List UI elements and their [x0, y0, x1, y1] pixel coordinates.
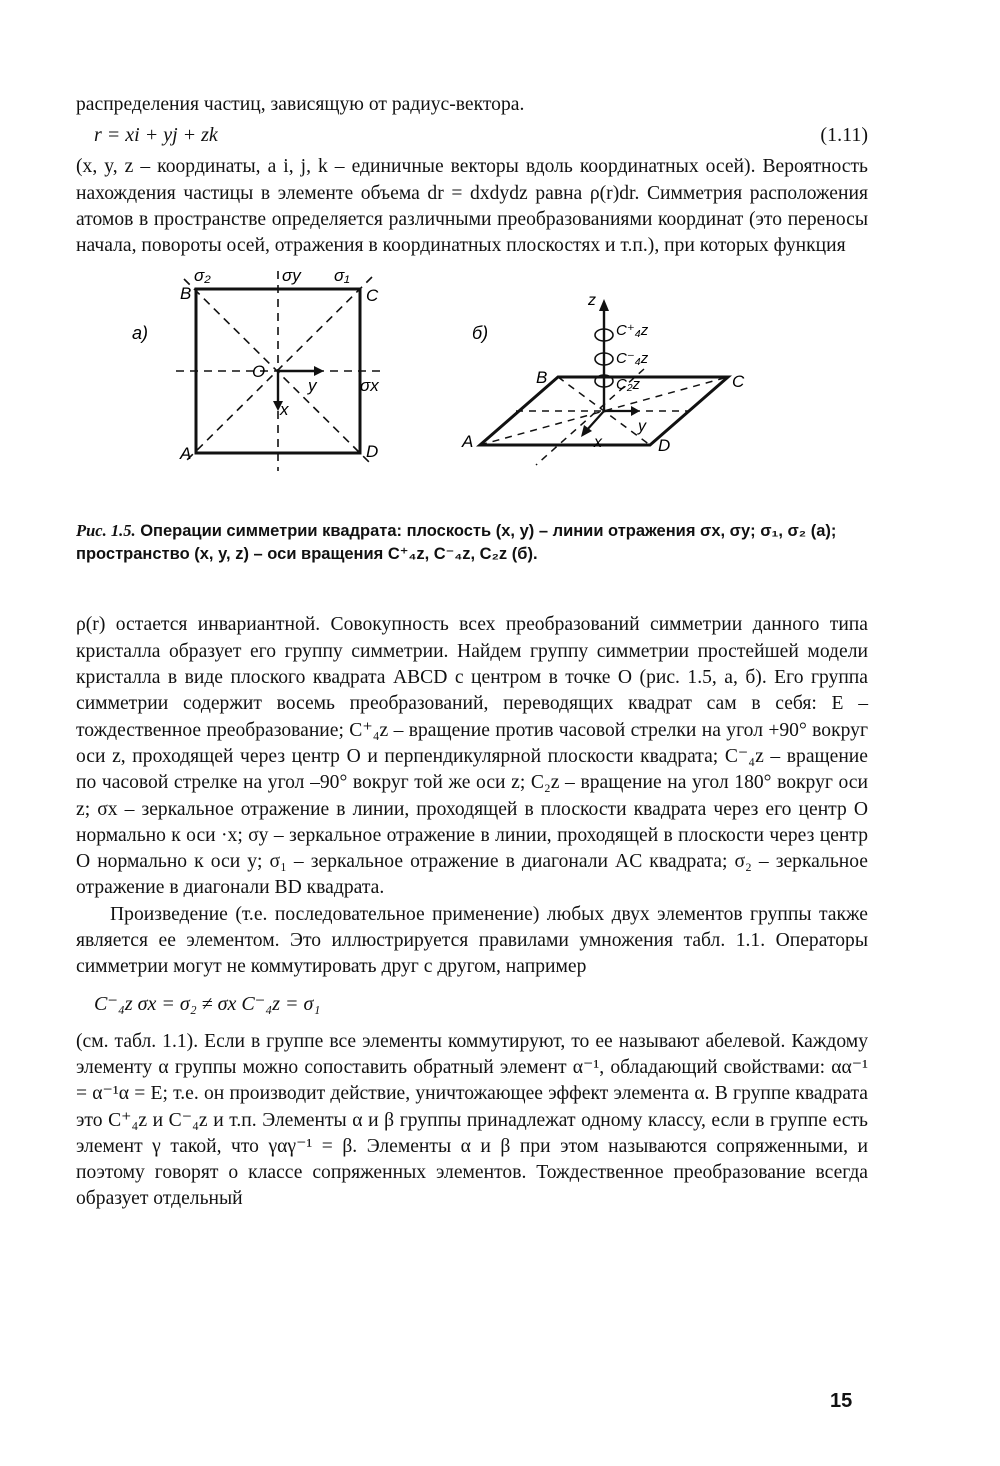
label-a-x: x [280, 400, 289, 420]
label-a-sigma2: σ₂ [194, 266, 211, 286]
label-b-C: C [732, 372, 745, 392]
page-number: 15 [830, 1390, 853, 1412]
formula-commutation: C⁻₄z σx = σ₂ ≠ σx C⁻₄z = σ₁ [94, 992, 321, 1015]
label-a-D: D [366, 442, 379, 462]
label-a-C: C [366, 286, 379, 306]
label-b-z: z [588, 292, 596, 310]
formula-1-11 [76, 120, 868, 150]
paragraph-2: ρ(r) остается инвариантной. Совокупность всех преобразований симметрии данного типа кристалла образует его группу симметрии. Найдем группу симметрии простейшей модели кристалла в виде плоского квадрата ABCD с центром в точке O (рис. 1.5, а, б). Его группа симметрии содержит восемь преобразований, переводящих квадрат сам в себя: E – тождественное преобразование; C⁺₄z – вращение против часовой стрелки на угол +90° вокруг оси z, проходящей через центр O и перпендикулярной плоскости квадрата; C⁻₄z – вращение по часовой стрелке на угол –90° вокруг той же оси z; C₂z – вращение на угол 180° вокруг оси z; σx – зеркальное отражение в линии, проходящей в плоскости квадрата через его центр O нормально к оси ·x; σy – зеркальное отражение в линии, проходящей в плоскости через центр O нормально к оси y; σ₁ – зеркальное отражение в диагонали AC квадрата; σ₂ – зеркальное отражение в диагонали BD квадрата. [76, 614, 868, 899]
label-b-c4z-minus: C⁻₄z [616, 350, 649, 368]
label-b-A: A [462, 432, 474, 452]
label-a-sigmay: σy [282, 266, 301, 286]
label-a-B: B [180, 284, 192, 304]
label-a-A: A [180, 444, 192, 464]
label-b-B: B [536, 368, 548, 388]
b-axis-y-arrowhead [631, 406, 640, 416]
figure-caption-text: Операции симметрии квадрата: плоскость (x, y) – линии отражения σx, σy; σ₁, σ₂ (а); пространство (x, y, z) – оси вращения C⁺₄z, C⁻₄z, C₂z (б). [76, 522, 837, 564]
spacer [76, 566, 868, 612]
label-b-c2z: C₂z [616, 376, 641, 394]
formula-1-11-equation: r = xi + yj + zk [94, 124, 218, 147]
axis-y-arrowhead [314, 366, 324, 376]
label-a-sigmax: σx [360, 376, 379, 396]
figure-1-5-drawing [76, 265, 868, 513]
figure-1-5 [76, 265, 868, 513]
label-a-O: O [252, 362, 266, 382]
label-b-y: y [638, 418, 646, 436]
formula-1-11-number: (1.11) [820, 124, 868, 147]
label-b-D: D [658, 436, 671, 456]
panel-a-label: а) [132, 323, 149, 344]
panel-b-label: б) [472, 323, 489, 344]
label-a-y: y [308, 376, 317, 396]
figure-caption [76, 519, 868, 566]
paragraph-4: (см. табл. 1.1). Если в группе все элементы коммутируют, то ее называют абелевой. Каждому элементу α группы можно сопоставить обратный элемент α⁻¹, обладающий свойствами: αα⁻¹ = α⁻¹α = E; т.е. он производит действие, уничтожающее эффект элемента α. В группе квадрата это C⁺₄z и C⁻₄z и т.п. Элементы α и β группы принадлежат одному классу, если в группе есть элемент γ такой, что γαγ⁻¹ = β. Элементы α и β при этом называются сопряженными, и поэтому говорят о классе сопряженных элементов. Тождественное преобразование всегда образует отдельный [76, 1030, 868, 1210]
axis-z-arrowhead [599, 299, 609, 311]
paragraph-1: (x, y, z – координаты, а i, j, k – единичные векторы вдоль координатных осей). Вероятность нахождения частицы в элементе объема dr = dxdydz равна ρ(r)dr. Симметрия расположения атомов в пространстве определяется различными преобразованиями координат (это переносы начала, повороты осей, отражения в координатных плоскостях и т.п.), при которых функция [76, 156, 868, 257]
label-b-c4z-plus: C⁺₄z [616, 322, 649, 340]
page-body [76, 92, 868, 1213]
figure-caption-label: Рис. 1.5. [76, 521, 136, 541]
label-b-x: x [594, 434, 602, 452]
label-a-sigma1: σ₁ [334, 266, 350, 286]
line-top: распределения частиц, зависящую от радиус-вектора. [76, 94, 525, 115]
paragraph-3: Произведение (т.е. последовательное применение) любых двух элементов группы также является ее элементом. Это иллюстрируется правилами умножения табл. 1.1. Операторы симметрии могут не коммутировать друг с другом, например [76, 903, 868, 978]
